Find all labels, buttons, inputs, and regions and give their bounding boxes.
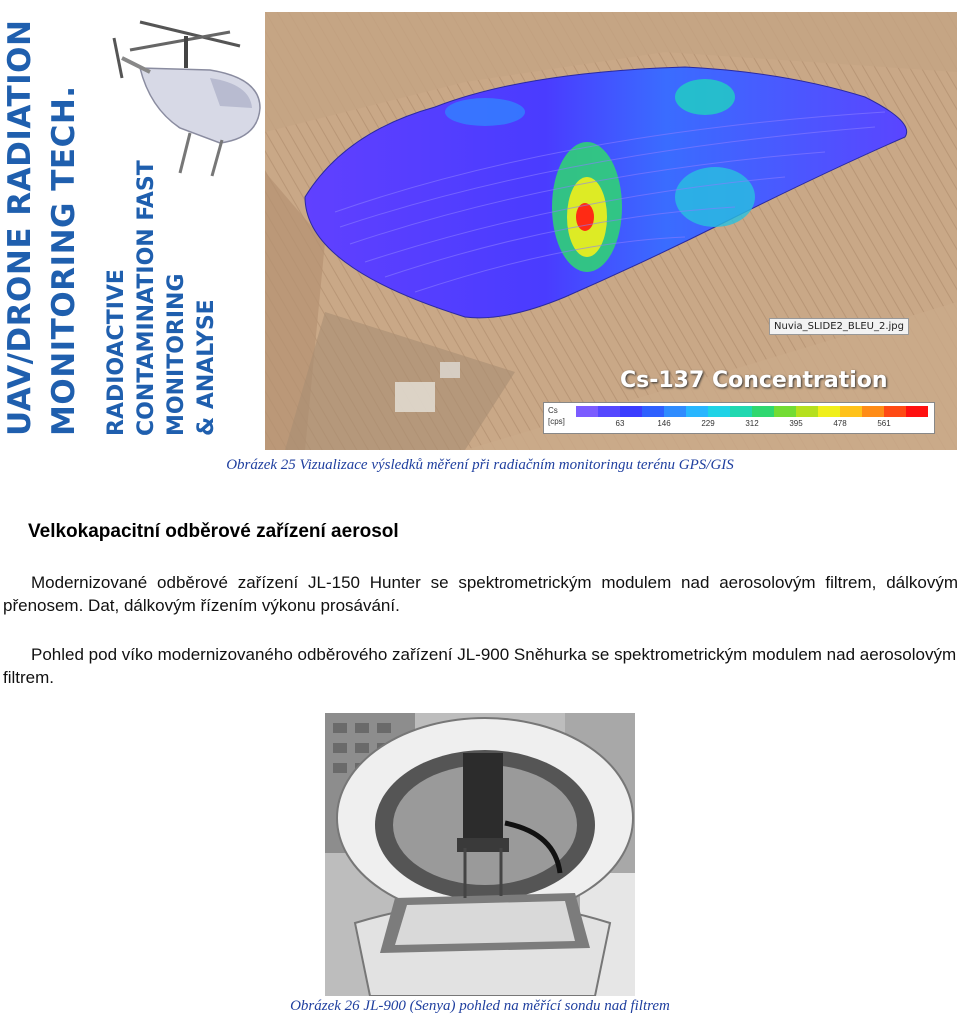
paragraph-jl900: Pohled pod víko modernizovaného odběrového zařízení JL-900 Sněhurka se spektrometrickým modulem nad aerosolovým filtrem. [3, 645, 957, 687]
color-scale-legend [543, 402, 935, 434]
legend-swatch [598, 406, 620, 417]
legend-swatch [664, 406, 686, 417]
legend-swatch [708, 406, 730, 417]
banner-subtitle-line1: RADIOACTIVE [104, 269, 129, 436]
legend-swatch [774, 406, 796, 417]
legend-swatch [576, 406, 598, 417]
drone-illustration [110, 8, 265, 178]
legend-swatch [906, 406, 928, 417]
legend-swatch [730, 406, 752, 417]
legend-tick-label: 561 [877, 419, 891, 428]
map-file-label: Nuvia_SLIDE2_BLEU_2.jpg [769, 318, 909, 335]
banner-panel [0, 0, 265, 450]
legend-swatch [796, 406, 818, 417]
banner-subtitle-line3: MONITORING [164, 273, 189, 436]
banner-title-line1: UAV/DRONE RADIATION [2, 19, 38, 436]
legend-swatch [884, 406, 906, 417]
radiation-map [265, 12, 957, 450]
legend-swatch [752, 406, 774, 417]
legend-swatch [862, 406, 884, 417]
banner-subtitle-line2: CONTAMINATION FAST [134, 160, 159, 436]
figure-26-caption: Obrázek 26 JL-900 (Senya) pohled na měřící sondu nad filtrem [290, 998, 670, 1014]
paragraph-jl150: Modernizované odběrové zařízení JL-150 Hunter se spektrometrickým modulem nad aerosolovým filtrem, dálkovým přenosem. Dat, dálkovým řízením výkonu prosávání. [3, 573, 958, 615]
legend-tick-label: 478 [833, 419, 847, 428]
legend-tick-label: 229 [701, 419, 715, 428]
legend-swatch [818, 406, 840, 417]
banner-subtitle-line4: & ANALYSE [194, 299, 219, 436]
legend-unit-line2: [cps] [548, 417, 565, 426]
section-heading: Velkokapacitní odběrové zařízení aerosol [28, 521, 399, 542]
figure-25-caption: Obrázek 25 Vizualizace výsledků měření při radiačním monitoringu terénu GPS/GIS [226, 457, 734, 473]
map-title: Cs-137 Concentration [620, 368, 888, 393]
legend-unit [548, 405, 565, 427]
legend-tick-label: 63 [615, 419, 625, 428]
legend-unit-line1: Cs [548, 406, 558, 415]
legend-swatch [686, 406, 708, 417]
legend-color-bar [576, 406, 928, 417]
legend-tick-label: 312 [745, 419, 759, 428]
legend-tick-label: 146 [657, 419, 671, 428]
legend-ticks [576, 419, 928, 431]
legend-swatch [642, 406, 664, 417]
legend-swatch [840, 406, 862, 417]
jl900-sampler-image [325, 713, 635, 996]
legend-tick-label: 395 [789, 419, 803, 428]
legend-swatch [620, 406, 642, 417]
banner-title-line2: MONITORING TECH. [46, 85, 82, 436]
sampler-photo [325, 713, 635, 996]
